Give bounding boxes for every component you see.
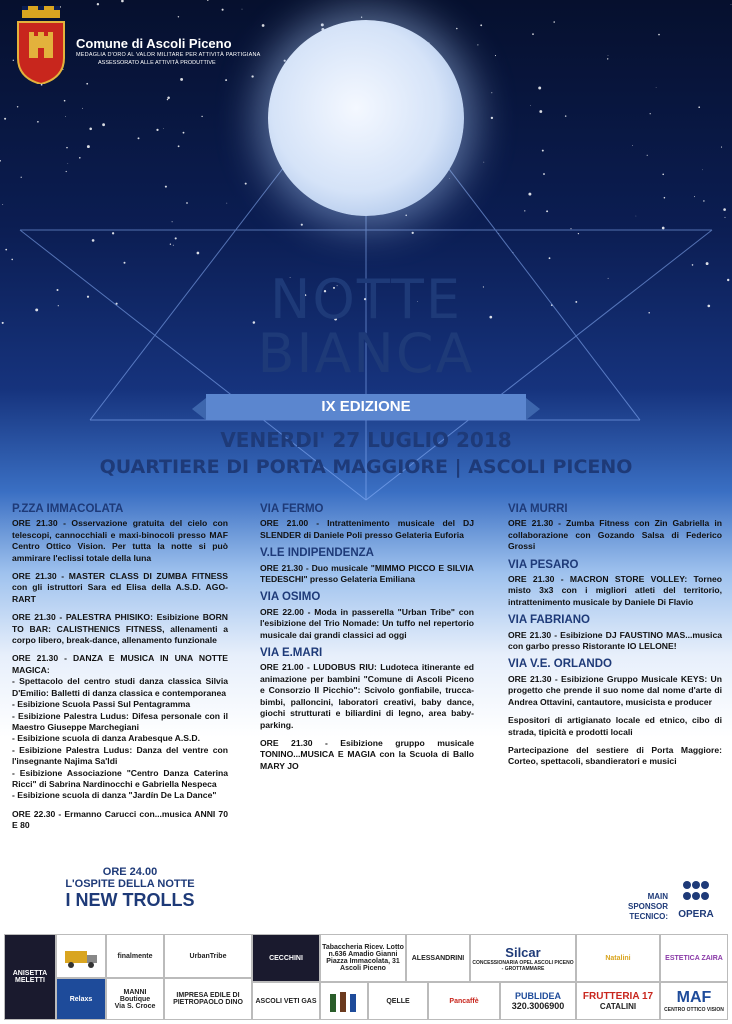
guest-block xyxy=(40,866,220,911)
logo-alessandrini xyxy=(406,934,470,982)
logo-manni xyxy=(106,978,164,1020)
section-title: VIA OSIMO xyxy=(260,591,321,604)
comune-assessorato: ASSESSORATO ALLE ATTIVITÀ PRODUTTIVE xyxy=(98,60,216,66)
event-item: ORE 21.30 - Esibizione DJ FAUSTINO MAS...musica con garbo presso Ristorante IO LELONE! xyxy=(508,629,722,652)
event-subitem: - Esibizione Associazione "Centro Danza Caterina Ricci" di Sabrina Nardinocchi e Gabriella Nespeca xyxy=(12,767,228,789)
title-notte: NOTTE xyxy=(269,268,463,331)
logo-parking-icon xyxy=(56,934,106,978)
logo-cecchini xyxy=(252,934,320,982)
event-item: ORE 21.30 - PALESTRA PHISIKO: Esibizione BORN TO BAR: CALISTHENICS FITNESS, allenamenti a corpo libero, break-dance, allenamento funzionale xyxy=(12,612,228,646)
logo-urban-tribe xyxy=(164,934,252,978)
bottles-icon xyxy=(326,988,362,1014)
logo-text: CATALINI xyxy=(599,1002,637,1011)
event-item: ORE 21.00 - LUDOBUS RIU: Ludoteca itinerante ed animazione per bambini "Comune di Ascoli Piceno e Consorzio Il Picchio": Scivolo gonfiabile, trucca-bimbi, palloncini, laboratori creativi, baby dance, giochi strutturati e biliardini di legno, area baby-parking. xyxy=(260,662,474,730)
comune-name: Comune di Ascoli Piceno xyxy=(76,36,232,51)
title-bianca: BIANCA xyxy=(257,322,475,385)
opera-sponsor-logo xyxy=(672,880,720,920)
logo-text: Pancaffè xyxy=(449,997,479,1005)
logo-text: MAF xyxy=(676,989,712,1006)
sponsor-label-line: TECNICO: xyxy=(629,912,669,921)
logo-text: Tabaccheria Ricev. Lotto n.636 Amadio Gianni Piazza Immacolata, 31 Ascoli Piceno xyxy=(322,944,404,972)
event-item: ORE 21.00 - Intrattenimento musicale del DJ SLENDER di Daniele Poli presso Gelateria Euforia xyxy=(260,518,474,540)
logo-relaxs xyxy=(56,978,106,1020)
event-item: Partecipazione del sestiere di Porta Maggiore: Corteo, spettacoli, sbandieratori e musici xyxy=(508,744,722,767)
logo-impresa-edile xyxy=(164,978,252,1020)
parking-truck-icon xyxy=(61,941,101,971)
logo-ascoli-veti-gas xyxy=(252,982,320,1020)
logo-text: FRUTTERIA 17 xyxy=(582,991,654,1002)
logo-text: CENTRO OTTICO VISION xyxy=(664,1007,724,1013)
logo-text: Via S. Croce xyxy=(114,1002,156,1010)
event-place: QUARTIERE DI PORTA MAGGIORE | ASCOLI PICENO xyxy=(99,456,633,478)
event-subitem: - Esibizione Palestra Ludus: Danza del ventre con l'insegnante Najima Sa'ldi xyxy=(12,744,228,767)
event-item: ORE 21.30 - MASTER CLASS DI ZUMBA FITNESS con gli istruttori Sara ed Elisa della A.S.D. AGO-RART xyxy=(12,571,228,604)
program-column-2 xyxy=(260,498,474,779)
logo-maf xyxy=(660,982,728,1020)
logo-text: Natalini xyxy=(605,954,631,962)
logo-text: CECCHINI xyxy=(269,954,303,962)
opera-name: OPERA xyxy=(678,909,714,920)
event-subitem: - Esibizione Scuola Passi Sul Pentagramma xyxy=(12,699,191,710)
logo-tabaccheria xyxy=(320,934,406,982)
logo-pancaffe xyxy=(428,982,500,1020)
section-title: VIA V.E. ORLANDO xyxy=(508,658,612,671)
section-title: V.LE INDIPENDENZA xyxy=(260,547,374,560)
event-item: ORE 22.30 - Ermanno Carucci con...musica ANNI 70 E 80 xyxy=(12,808,228,831)
logo-text: Relaxs xyxy=(69,995,93,1003)
logo-text: CONCESSIONARIA OPEL ASCOLI PICENO - GROTTAMMARE xyxy=(472,959,574,972)
comune-crest-icon xyxy=(14,6,68,84)
event-item: ORE 21.30 - Esibizione gruppo musicale TONINO...MUSICA E MAGIA con la Scuola di Ballo MARY JO xyxy=(260,737,474,771)
event-item: Espositori di artigianato locale ed etnico, cibo di strada, tipicità e prodotti locali xyxy=(508,715,722,737)
logo-text: ANISETTA MELETTI xyxy=(12,970,48,984)
event-subitem: - Esibizione scuola di danza "Jardín De La Dance" xyxy=(12,790,217,801)
logo-text: UrbanTribe xyxy=(189,952,227,960)
main-sponsor-label xyxy=(628,892,668,922)
event-item xyxy=(12,653,228,801)
event-item: ORE 21.30 - Esibizione Gruppo Musicale KEYS: Un progetto che prende il suo nome dal nome d'arte di Andrea Ottavini, cantautore, musicista e producer xyxy=(508,673,722,707)
guest-name: I NEW TROLLS xyxy=(65,890,195,910)
opera-dots-icon xyxy=(681,880,711,904)
logo-text: PUBLIDEA xyxy=(514,991,561,1001)
event-subitem: - Esibizione Palestra Ludus: Difesa personale con il Maestro Giuseppe Marchegiani xyxy=(12,710,228,732)
sponsor-label-line: MAIN xyxy=(647,892,669,901)
section-title: P.ZZA IMMACOLATA xyxy=(12,503,124,515)
logo-publidea xyxy=(500,982,576,1020)
logo-text: IMPRESA EDILE DI PIETROPAOLO DINO xyxy=(173,992,243,1006)
event-item: ORE 21.30 - Zumba Fitness con Zin Gabriella in collaborazione con Gozando Salsa di Federico Grossi xyxy=(508,518,722,552)
event-item: ORE 22.00 - Moda in passerella "Urban Tribe" con l'esibizione del Trio Nomade: Un tuffo nel repertorio musicale dai grandi classici ad oggi xyxy=(260,606,474,640)
comune-subtitle: MEDAGLIA D'ORO AL VALOR MILITARE PER ATTIVITÀ PARTIGIANA xyxy=(76,52,261,58)
logo-text: ALESSANDRINI xyxy=(411,954,465,962)
logo-natalini xyxy=(576,934,660,982)
logo-anisetta-meletti xyxy=(4,934,56,1020)
logo-text: ASCOLI VETI GAS xyxy=(255,997,317,1005)
logo-text: finalmente xyxy=(117,952,153,960)
event-item: ORE 21.30 - MACRON STORE VOLLEY: Torneo misto 3x3 con i migliori atleti del territorio, intrattenimento musicale by Daniele Di Flavio xyxy=(508,574,722,607)
logo-text: Silcar xyxy=(505,944,541,960)
section-title: VIA PESARO xyxy=(508,558,579,571)
event-date: VENERDI' 27 LUGLIO 2018 xyxy=(220,428,512,452)
event-subitem: - Spettacolo del centro studi danza classica Silvia D'Emilio: Balletti di danza classica e contemporanea xyxy=(12,676,228,698)
logo-qelle xyxy=(368,982,428,1020)
logo-text: QELLE xyxy=(386,997,410,1005)
logo-text: MANNI xyxy=(123,988,147,996)
section-title: VIA FERMO xyxy=(260,503,324,515)
guest-label: L'OSPITE DELLA NOTTE xyxy=(65,878,195,890)
event-heading: ORE 21.30 - DANZA E MUSICA IN UNA NOTTE MAGICA: xyxy=(12,653,228,675)
logo-silcar xyxy=(470,934,576,982)
event-item: ORE 21.30 - Osservazione gratuita del cielo con telescopi, cannocchiali e maxi-binocoli presso MAF Centro Ottico Vision. Per tutta la notte si può ammirare l'eclissi totale della luna xyxy=(12,518,228,563)
guest-time: ORE 24.00 xyxy=(102,866,158,878)
event-item: ORE 21.30 - Duo musicale "MIMMO PICCO E SILVIA TEDESCHI" presso Gelateria Emiliana xyxy=(260,562,474,585)
sponsor-logos-strip xyxy=(4,934,728,1020)
sponsor-label-line: SPONSOR xyxy=(628,902,669,911)
logo-finalmente xyxy=(106,934,164,978)
logo-text: 320.3006900 xyxy=(511,1001,565,1011)
full-moon xyxy=(268,20,464,216)
edition-ribbon: IX EDIZIONE xyxy=(206,394,526,420)
section-title: VIA MURRI xyxy=(508,503,568,515)
logo-beer-store xyxy=(320,982,368,1020)
logo-text: ESTETICA ZAIRA xyxy=(665,954,723,962)
logo-frutteria xyxy=(576,982,660,1020)
section-title: VIA E.MARI xyxy=(260,647,323,660)
program-column-3 xyxy=(508,498,722,775)
logo-estetica-zaira xyxy=(660,934,728,982)
section-title: VIA FABRIANO xyxy=(508,614,590,627)
logo-text: Boutique xyxy=(119,995,151,1003)
event-subitem: - Esibizione scuola di danza Arabesque A.S.D. xyxy=(12,733,200,744)
program-column-1 xyxy=(12,498,228,839)
